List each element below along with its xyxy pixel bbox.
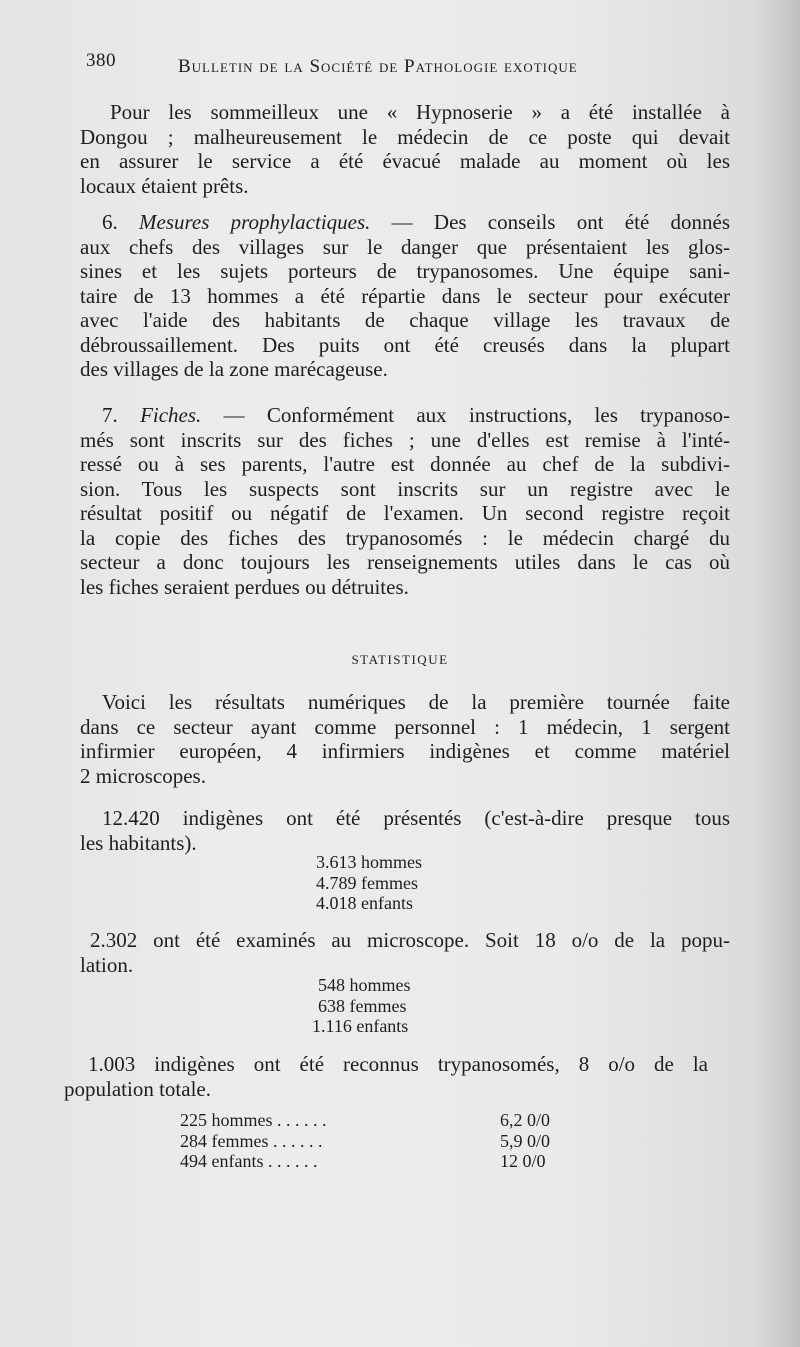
table-row bbox=[180, 1131, 600, 1152]
text-line: Dongou ; malheureusement le médecin de ce poste qui devait bbox=[80, 124, 730, 149]
row-percent: 6,2 0/0 bbox=[500, 1110, 551, 1130]
text-line: sion. Tous les suspects sont inscrits sur un registre avec le bbox=[80, 476, 730, 501]
row-percent: 5,9 0/0 bbox=[500, 1130, 551, 1151]
text-line: les fiches seraient perdues ou détruites. bbox=[80, 574, 409, 599]
breakdown-row: 1.116 enfants bbox=[312, 1016, 409, 1036]
text-line: avec l'aide des habitants de chaque village les travaux de bbox=[80, 308, 730, 332]
running-title: Bulletin de la Société de Pathologie exotique bbox=[178, 56, 578, 77]
text-line: locaux étaient prêts. bbox=[80, 173, 249, 198]
row-label: 225 hommes . . . . . . bbox=[180, 1110, 327, 1130]
recognized-paragraph bbox=[64, 1052, 708, 1101]
text-span: — Conformément aux instructions, les trypanoso- bbox=[223, 403, 730, 427]
statistique-intro bbox=[80, 690, 730, 788]
section-title-statistique: STATISTIQUE bbox=[351, 652, 449, 667]
text-line: 12.420 indigènes ont été présentés (c'est-à-dire presque tous bbox=[102, 806, 730, 830]
text-line: population totale. bbox=[64, 1076, 211, 1101]
row-label: 494 enfants . . . . . . bbox=[180, 1151, 318, 1171]
page-edge-shadow bbox=[752, 0, 800, 1347]
text-line: les habitants). bbox=[80, 830, 197, 855]
examined-paragraph bbox=[80, 928, 730, 977]
breakdown-row: 548 hommes bbox=[318, 975, 411, 995]
breakdown-row: 638 femmes bbox=[318, 995, 407, 1016]
text-line: lation. bbox=[80, 952, 134, 977]
text-line: Voici les résultats numériques de la première tournée faite bbox=[102, 690, 730, 714]
text-line: 1.003 indigènes ont été reconnus trypanosomés, 8 o/o de la bbox=[88, 1052, 708, 1076]
section-number: 7. bbox=[102, 403, 118, 427]
text-line: débroussaillement. Des puits ont été creusés dans la plupart bbox=[80, 332, 730, 357]
examined-breakdown bbox=[312, 975, 411, 1037]
paragraph-mesures bbox=[80, 210, 730, 382]
text-line: ressé ou à ses parents, l'autre est donnée au chef de la subdivi- bbox=[80, 452, 730, 476]
text-line: résultat positif ou négatif de l'examen. Un second registre reçoit bbox=[80, 501, 730, 525]
table-row bbox=[180, 1110, 600, 1131]
text-line: 2.302 ont été examinés au microscope. Soit 18 o/o de la popu- bbox=[90, 928, 730, 952]
trypanosomes-table bbox=[180, 1110, 600, 1172]
breakdown-row: 4.018 enfants bbox=[316, 893, 413, 913]
text-line: la copie des fiches des trypanosomés : le médecin chargé du bbox=[80, 525, 730, 550]
text-line: Pour les sommeilleux une « Hypnoserie » a été installée à bbox=[110, 100, 730, 124]
text-line bbox=[80, 210, 730, 235]
text-line: infirmier européen, 4 infirmiers indigènes et comme matériel bbox=[80, 739, 730, 763]
paragraph-fiches bbox=[80, 403, 730, 599]
table-row bbox=[180, 1151, 600, 1172]
section-number: 6. bbox=[102, 210, 118, 234]
text-line: des villages de la zone marécageuse. bbox=[80, 357, 388, 381]
row-label: 284 femmes . . . . . . bbox=[180, 1130, 323, 1151]
text-line: taire de 13 hommes a été répartie dans le secteur pour exécuter bbox=[80, 283, 730, 308]
paragraph-hypnoserie bbox=[80, 100, 730, 198]
breakdown-row: 4.789 femmes bbox=[316, 872, 418, 893]
text-line: 2 microscopes. bbox=[80, 763, 206, 788]
breakdown-row: 3.613 hommes bbox=[316, 852, 422, 872]
text-line: més sont inscrits sur des fiches ; une d'elles est remise à l'inté- bbox=[80, 427, 730, 452]
section-heading: Mesures prophylactiques. bbox=[139, 210, 371, 234]
presented-breakdown bbox=[316, 852, 422, 914]
text-line: dans ce secteur ayant comme personnel : 1 médecin, 1 sergent bbox=[80, 714, 730, 739]
text-line: secteur a donc toujours les renseignements utiles dans le cas où bbox=[80, 550, 730, 574]
text-line: aux chefs des villages sur le danger que présentaient les glos- bbox=[80, 234, 730, 259]
row-percent: 12 0/0 bbox=[500, 1151, 546, 1171]
page-number: 380 bbox=[86, 50, 116, 71]
text-line bbox=[80, 403, 730, 428]
text-line: en assurer le service a été évacué malade au moment où les bbox=[80, 149, 730, 173]
text-span: — Des conseils ont été donnés bbox=[391, 210, 731, 234]
presented-paragraph bbox=[80, 806, 730, 855]
text-line: sines et les sujets porteurs de trypanosomes. Une équipe sani- bbox=[80, 259, 730, 283]
section-heading: Fiches. bbox=[140, 403, 202, 427]
